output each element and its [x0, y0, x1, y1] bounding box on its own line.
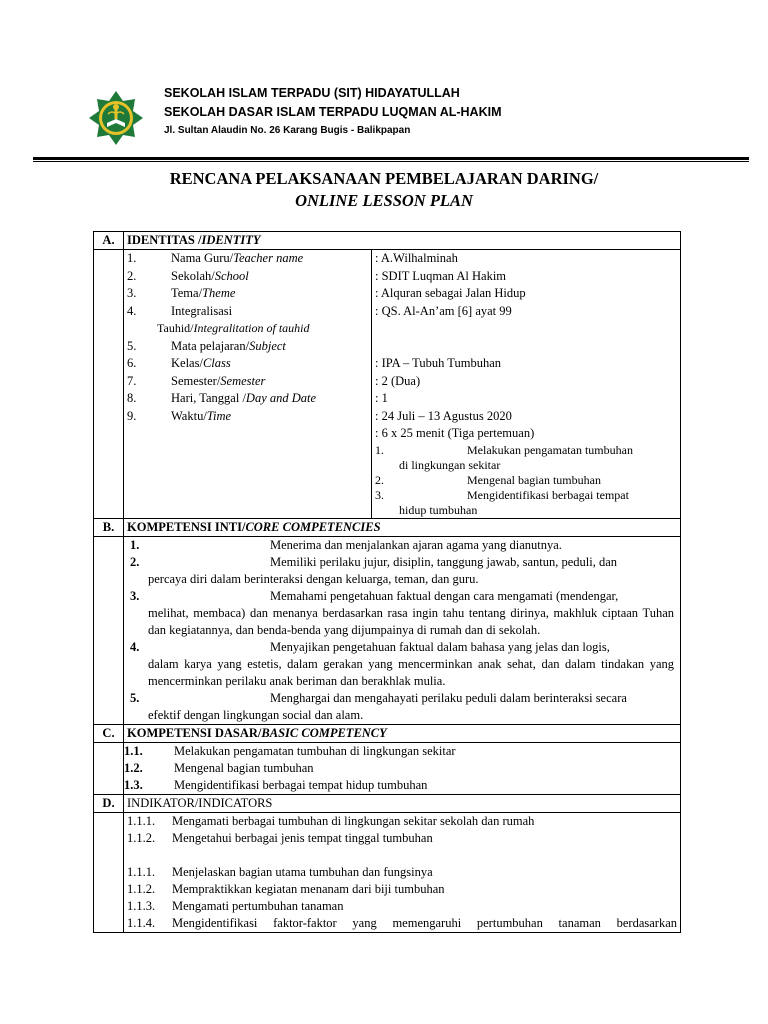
identity-item: 3. Tema/ Theme [127, 286, 236, 300]
identity-item: 9. Waktu/ Time [127, 408, 232, 423]
identity-item: 4. Integralisasi [127, 303, 233, 318]
goal-item: 1. Melakukan pengamatan tumbuhan [375, 442, 633, 457]
goal-item: 3. Mengidentifikasi berbagai tempat [375, 487, 629, 502]
basic-competency-item: 1.1. Melakukan pengamatan tumbuhan di lingkungan sekitar [124, 743, 456, 758]
section-title: IDENTITAS /IDENTITY [124, 232, 681, 250]
basic-competency-item: 1.2. Mengenal bagian tumbuhan [124, 760, 314, 775]
identity-value: : Alquran sebagai Jalan Hidup [375, 286, 526, 300]
section-label: B. [94, 518, 124, 536]
section-title: KOMPETENSI INTI/CORE COMPETENCIES [124, 518, 681, 536]
section-a-header [94, 232, 681, 250]
lesson-plan-table [93, 231, 681, 933]
identity-item: 2. Sekolah/ School [127, 268, 249, 283]
goal-item: 2. Mengenal bagian tumbuhan [375, 472, 601, 487]
document-title: RENCANA PELAKSANAAN PEMBELAJARAN DARING/ [169, 169, 599, 188]
identity-labels [124, 250, 372, 518]
section-title: INDIKATOR/INDICATORS [124, 794, 681, 812]
indicator-item: 1.1.1. Menjelaskan bagian utama tumbuhan dan fungsinya [127, 864, 433, 879]
section-a-body [94, 250, 681, 519]
letterhead [88, 84, 688, 144]
identity-item: 1. Nama Guru/ Teacher name [127, 251, 304, 265]
section-d-body [94, 812, 681, 932]
school-logo-icon [88, 90, 144, 146]
indicator-item: 1.1.2. Mempraktikkan kegiatan menanam dari biji tumbuhan [127, 881, 445, 896]
identity-item: 6. Kelas/ Class [127, 356, 231, 370]
identity-value: : 1 [375, 391, 388, 405]
section-label: C. [94, 724, 124, 742]
identity-value: : A.Wilhalminah [375, 251, 458, 265]
identity-item: Tauhid/Integralitation of tauhid [157, 321, 310, 335]
school-name-line1: SEKOLAH ISLAM TERPADU (SIT) HIDAYATULLAH [164, 86, 460, 100]
school-name-line2: SEKOLAH DASAR ISLAM TERPADU LUQMAN AL-HAKIM [164, 105, 502, 119]
section-b-header [94, 518, 681, 536]
section-label: D. [94, 794, 124, 812]
core-competency-item: 5. Menghargai dan mengahayati perilaku peduli dalam berinteraksi secara efektif dengan lingkungan social dan alam. [130, 690, 627, 722]
identity-item: 8. Hari, Tanggal / Day and Date [127, 391, 317, 405]
section-b-body [94, 536, 681, 724]
core-competency-item: 1. Menerima dan menjalankan ajaran agama yang dianutnya. [130, 537, 562, 552]
indicator-item: 1.1.1. Mengamati berbagai tumbuhan di lingkungan sekitar sekolah dan rumah [127, 813, 535, 828]
core-competency-item: 3. Memahami pengetahuan faktual dengan cara mengamati (mendengar, melihat, membaca) dan menanya berdasarkan rasa ingin tahu tentang dirinya, makhluk ciptaan Tuhan dan kegiatannya, dan benda-benda yang dijumpainya di rumah dan di sekolah. [130, 588, 674, 637]
header-divider [33, 157, 749, 160]
identity-value: : 6 x 25 menit (Tiga pertemuan) [375, 426, 535, 440]
goal-item-cont: hidup tumbuhan [399, 502, 478, 517]
document-subtitle: ONLINE LESSON PLAN [295, 191, 473, 210]
learning-goals [375, 443, 680, 518]
goal-item-cont: di lingkungan sekitar [399, 457, 501, 472]
school-address: Jl. Sultan Alaudin No. 26 Karang Bugis - Balikpapan [164, 125, 411, 136]
identity-value: : IPA – Tubuh Tumbuhan [375, 356, 501, 370]
indicator-item: 1.1.2. Mengetahui berbagai jenis tempat tinggal tumbuhan [127, 830, 433, 845]
section-label: A. [94, 232, 124, 250]
identity-item: 7. Semester/ Semester [127, 373, 266, 388]
indicator-item: 1.1.4. Mengidentifikasi faktor-faktor yang memengaruhi pertumbuhan tanaman berdasarkan [127, 915, 677, 930]
identity-value: : 2 (Dua) [375, 373, 421, 388]
identity-value: : 24 Juli – 13 Agustus 2020 [375, 408, 512, 423]
core-competency-item: 4. Menyajikan pengetahuan faktual dalam bahasa yang jelas dan logis, dalam karya yang estetis, dalam gerakan yang mencerminkan anak sehat, dan dalam tindakan yang mencerminkan perilaku anak beriman dan berakhlak mulia. [130, 639, 674, 688]
header-divider-thin [33, 161, 749, 162]
section-title: KOMPETENSI DASAR/BASIC COMPETENCY [124, 724, 681, 742]
identity-value: : SDIT Luqman Al Hakim [375, 268, 507, 283]
basic-competency-item: 1.3. Mengidentifikasi berbagai tempat hidup tumbuhan [124, 777, 428, 792]
core-competency-item: 2. Memiliki perilaku jujur, disiplin, tanggung jawab, santun, peduli, dan percaya diri dalam berinteraksi dengan keluarga, teman, dan guru. [130, 554, 618, 586]
section-d-header [94, 794, 681, 812]
identity-item: 5. Mata pelajaran/ Subject [127, 338, 286, 353]
section-c-body [94, 742, 681, 794]
indicator-item: 1.1.3. Mengamati pertumbuhan tanaman [127, 898, 344, 913]
section-c-header [94, 724, 681, 742]
identity-value: : QS. Al-An’am [6] ayat 99 [375, 303, 512, 318]
identity-values [372, 250, 680, 518]
